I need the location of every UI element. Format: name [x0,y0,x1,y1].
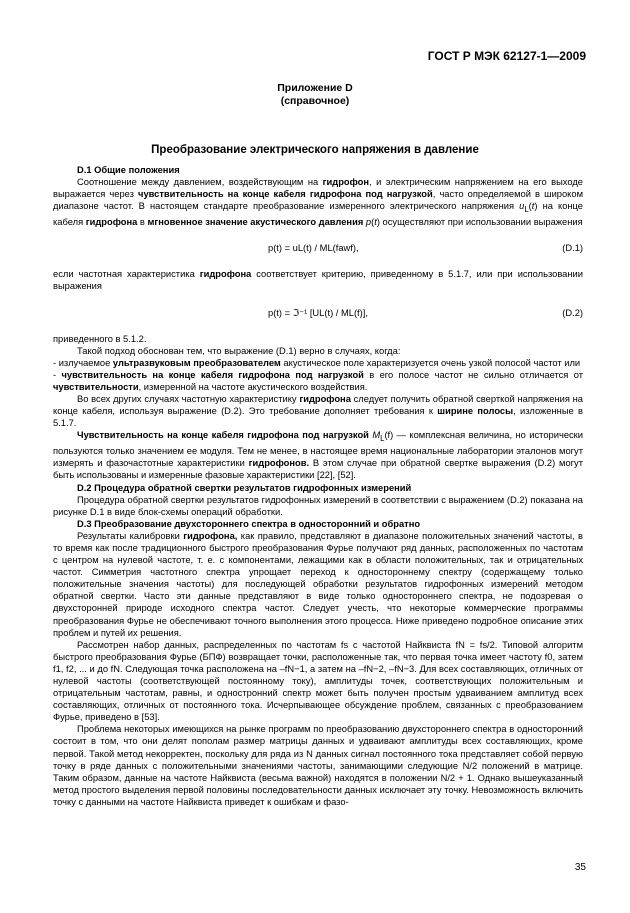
formula-expression: p(t) = uL(t) / ML(fawf), [268,243,359,254]
page-number: 35 [574,862,586,873]
list-item: - чувствительность на конце кабеля гидрофона под нагрузкой в его полосе частот не сильно отличается от чувствительности, измеренной на частоте акустического воздействия. [53,369,583,392]
paragraph: Рассмотрен набор данных, распределенных по частотам fs с частотой Найквиста fN = fs/2. Типовой алгоритм быстрого преобразования Фурье (БПФ) возвращает точки, расположенные так, что первая точка имеет частоту f0, затем f1, f2, ... и до fN. Следующая точка расположена на –fN−1, а затем на –fN−2, –fN−3. Для всех составляющих, отличных от нулевой частоты (соответствующей постоянному току), амплитуды точек, соответствующих положительным и отрицательным частотам, равны, и одностронний спектр может быть получен простым удваиванием амплитуд всех составляющих, отличных от постоянного тока. Исчерпывающее обсуждение проблем, связанных с преобразованием Фурье, приведено в [53]. [53,639,583,723]
section-heading-d1: D.1 Общие положения [77,165,180,175]
formula-number: (D.2) [562,307,583,318]
formula-number: (D.1) [562,243,583,254]
section-heading-d2: D.2 Процедура обратной свертки результатов гидрофонных измерений [77,482,412,493]
standard-id: ГОСТ Р МЭК 62127-1—2009 [427,49,586,63]
formula-d1 [53,242,583,256]
annex-content [53,164,583,808]
paragraph: Соотношение между давлением, воздействующим на гидрофон, и электрическим напряжением на его выходе выражается через чувствительность на конце кабеля гидрофона под нагрузкой, часто определяемой в широком диапазоне частот. В настоящем стандарте преобразование измеренного электрического напряжения $u_L(t)$ на конце кабеля гидрофона в мгновенное значение акустического давления p(t) осуществляют при использовании выражения [53,177,584,228]
formula-d2 [53,307,583,321]
paragraph: Чувствительность на конце кабеля гидрофона под нагрузкой $M_L(f)$ — комплексная величина, но исторически пользуются только значением ее модуля. Тем не менее, в настоящее время национальные лаборатории эталонов могут измерять и фазочастотные характеристики гидрофонов. В этом случае при обратной свертке выражения (D.2) могут быть использованы и измеренные фазовые характеристики [22], [52]. [53,430,584,481]
paragraph: Во всех других случаях частотную характеристику гидрофона следует получить обратной сверткой напряжения на конце кабеля, используя выражение (D.2). Это требование дополняет требования к ширине полосы, изложенные в 5.1.7. [53,393,584,429]
list-item: - излучаемое ультразвуковым преобразователем акустическое поле характеризуется очень узкой полосой частот или [53,357,581,368]
formula-expression: p(t) = ℑ⁻¹ [UL(t) / ML(f)], [268,307,368,318]
paragraph: Процедура обратной свертки результатов гидрофонных измерений в соответствии с выражением (D.2) показана на рисунке D.1 в виде блок-схемы операций обработки. [53,494,583,517]
annex-title: Преобразование электрического напряжения в давление [151,144,479,156]
paragraph: Проблема некоторых имеющихся на рынке программ по преобразованию двухстороннего спектра в односторонний состоит в том, что они делят пополам размер матрицы данных и удваивают амплитуды всех составляющих, кроме первой. Такой метод некорректен, поскольку для ряда из N данных сигнал постоянного тока представляет собой первую точку в ряде данных с положительными значениями частоты, занимающими следующие N/2 положений в матрице. Таким образом, данные на частоте Найквиста (весьма важной) находятся в положении N/2 + 1. Однако вышеуказанный метод простого выделения первой половины последовательности данных исключает эту точку. Невозможность включить точку с данными на частоте Найквиста приведет к ошибкам и фазо- [53,724,583,807]
annex-status: (справочное) [280,95,350,107]
paragraph: приведенного в 5.1.2. [53,333,147,344]
annex-header [0,82,630,108]
paragraph: Такой подход обоснован тем, что выражение (D.1) верно в случаях, когда: [77,345,401,356]
annex-label: Приложение D [277,82,353,94]
section-heading-d3: D.3 Преобразование двухстороннего спектра в односторонний и обратно [77,518,421,529]
paragraph: Результаты калибровки гидрофона, как правило, представляют в диапазоне положительных значений частоты, в то время как после традиционного быстрого преобразования Фурье получают ряд данных, расположенных по частотам с центром на нулевой частоте, т. е. с компонентами, лежащими как в области положительных, так и отрицательных частот. Симметрия частотного спектра упрощает переход к одностороннему спектру (содержащему только положительные значения частоты) для последующей обработки результатов гидрофонных измерений методом обратной свертки. Часто эти данные представляют в виде только одностороннего спектра, не подозревая о двухсторонней природе исходного спектра частот. Следует учесть, что некоторые коммерческие программы преобразования Фурье не обеспечивают точного выполнения этого процесса. Ниже приведено подробное описание этих проблем и путей их решения. [53,530,583,638]
paragraph: если частотная характеристика гидрофона соответствует критерию, приведенному в 5.1.7, или при использовании выражения [53,269,583,292]
